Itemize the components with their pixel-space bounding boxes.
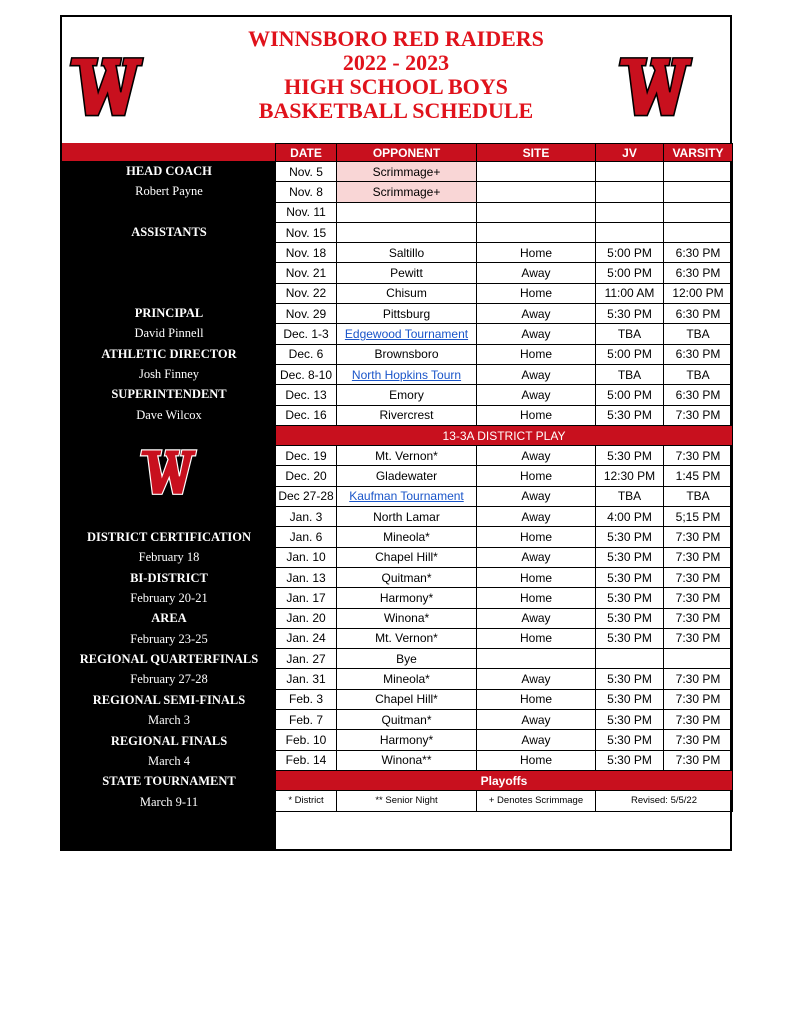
date-cell: Dec. 8-10 — [276, 364, 337, 384]
site-cell: Home — [477, 567, 596, 587]
opponent-cell: Chapel Hill* — [337, 547, 477, 567]
jv-time-cell: 12:30 PM — [596, 466, 664, 486]
playoffs-row — [276, 770, 733, 790]
opponent-cell: Pittsburg — [337, 304, 477, 324]
varsity-time-cell: 7:30 PM — [664, 628, 733, 648]
table-footer-section — [276, 770, 733, 811]
sidebar-label: ATHLETIC DIRECTOR — [101, 347, 237, 361]
jv-time-cell — [596, 202, 664, 222]
schedule-row — [276, 405, 733, 425]
varsity-time-cell: 6:30 PM — [664, 243, 733, 263]
schedule-row — [276, 507, 733, 527]
jv-time-cell: 5:30 PM — [596, 710, 664, 730]
opponent-cell: Pewitt — [337, 263, 477, 283]
site-cell: Home — [477, 588, 596, 608]
date-cell: Jan. 24 — [276, 628, 337, 648]
site-cell — [477, 222, 596, 242]
schedule-row — [276, 344, 733, 364]
opponent-cell: Saltillo — [337, 243, 477, 263]
opponent-cell: Quitman* — [337, 710, 477, 730]
column-header: VARSITY — [664, 144, 733, 162]
site-cell: Home — [477, 344, 596, 364]
site-cell: Away — [477, 547, 596, 567]
opponent-cell: Mineola* — [337, 527, 477, 547]
sidebar-value: March 4 — [148, 754, 190, 768]
varsity-time-cell: TBA — [664, 364, 733, 384]
schedule-row — [276, 182, 733, 202]
jv-time-cell — [596, 222, 664, 242]
revised-date: Revised: 5/5/22 — [596, 791, 733, 811]
schedule-row — [276, 283, 733, 303]
date-cell: Feb. 14 — [276, 750, 337, 770]
playoffs-label: Playoffs — [276, 770, 733, 790]
varsity-time-cell — [664, 649, 733, 669]
date-cell: Jan. 6 — [276, 527, 337, 547]
jv-time-cell: TBA — [596, 324, 664, 344]
varsity-time-cell: 6:30 PM — [664, 304, 733, 324]
date-cell: Jan. 3 — [276, 507, 337, 527]
title-line: 2022 - 2023 — [342, 50, 450, 75]
header-red-bar — [62, 143, 276, 161]
column-header: JV — [596, 144, 664, 162]
opponent-cell: Rivercrest — [337, 405, 477, 425]
sidebar-label: BI-DISTRICT — [130, 571, 208, 585]
opponent-cell: Mt. Vernon* — [337, 446, 477, 466]
varsity-time-cell: 7:30 PM — [664, 405, 733, 425]
schedule-row — [276, 730, 733, 750]
title-line: HIGH SCHOOL BOYS — [284, 74, 508, 99]
site-cell: Home — [477, 689, 596, 709]
sidebar-value: February 18 — [138, 550, 200, 564]
varsity-time-cell: 6:30 PM — [664, 385, 733, 405]
opponent-cell: Winona** — [337, 750, 477, 770]
sidebar-value: Robert Payne — [135, 184, 203, 198]
schedule-row — [276, 689, 733, 709]
sidebar-value: February 27-28 — [130, 672, 208, 686]
varsity-time-cell: 7:30 PM — [664, 710, 733, 730]
jv-time-cell: 5:30 PM — [596, 608, 664, 628]
sidebar-label: PRINCIPAL — [134, 306, 204, 320]
jv-time-cell: 5:30 PM — [596, 405, 664, 425]
schedule-row — [276, 486, 733, 506]
site-cell: Home — [477, 750, 596, 770]
opponent-cell: Mt. Vernon* — [337, 628, 477, 648]
tournament-link[interactable]: Kaufman Tournament — [349, 489, 464, 504]
district-banner: 13-3A DISTRICT PLAY — [276, 425, 733, 445]
site-cell — [477, 182, 596, 202]
sidebar-label: REGIONAL FINALS — [110, 734, 228, 748]
schedule-row — [276, 466, 733, 486]
sidebar-value: Dave Wilcox — [136, 408, 202, 422]
jv-time-cell: 5:30 PM — [596, 304, 664, 324]
table-header-row — [276, 144, 733, 162]
varsity-time-cell: 7:30 PM — [664, 689, 733, 709]
schedule-row — [276, 750, 733, 770]
varsity-time-cell: 1:45 PM — [664, 466, 733, 486]
opponent-cell: North Lamar — [337, 507, 477, 527]
sidebar-label: DISTRICT CERTIFICATION — [86, 530, 252, 544]
sidebar-value: March 3 — [148, 713, 190, 727]
jv-time-cell: 5:30 PM — [596, 730, 664, 750]
site-cell: Away — [477, 263, 596, 283]
schedule-row — [276, 527, 733, 547]
sidebar-value: Josh Finney — [138, 367, 200, 381]
sidebar-label: SUPERINTENDENT — [111, 387, 227, 401]
date-cell: Feb. 10 — [276, 730, 337, 750]
opponent-cell: Quitman* — [337, 567, 477, 587]
varsity-time-cell — [664, 162, 733, 182]
legend-scrimmage: + Denotes Scrimmage — [477, 791, 596, 811]
jv-time-cell: 5:30 PM — [596, 750, 664, 770]
pre-district-rows — [276, 162, 733, 426]
jv-time-cell: TBA — [596, 364, 664, 384]
varsity-time-cell: 7:30 PM — [664, 669, 733, 689]
schedule-row — [276, 588, 733, 608]
site-cell: Home — [477, 466, 596, 486]
district-rows — [276, 446, 733, 771]
opponent-cell — [337, 486, 477, 506]
varsity-time-cell: 7:30 PM — [664, 567, 733, 587]
title-line: BASKETBALL SCHEDULE — [258, 98, 534, 123]
site-cell: Away — [477, 608, 596, 628]
site-cell: Home — [477, 527, 596, 547]
tournament-link[interactable]: North Hopkins Tourn — [351, 367, 462, 382]
schedule-row — [276, 304, 733, 324]
jv-time-cell — [596, 162, 664, 182]
w-logo-icon — [616, 47, 694, 121]
site-cell: Away — [477, 446, 596, 466]
schedule-row — [276, 608, 733, 628]
sidebar-label: REGIONAL QUARTERFINALS — [79, 652, 259, 666]
date-cell: Dec. 1-3 — [276, 324, 337, 344]
date-cell: Feb. 7 — [276, 710, 337, 730]
jv-time-cell: 5:30 PM — [596, 547, 664, 567]
opponent-cell: Harmony* — [337, 588, 477, 608]
schedule-row — [276, 222, 733, 242]
date-cell: Nov. 8 — [276, 182, 337, 202]
w-logo-icon — [67, 47, 145, 121]
title-line: WINNSBORO RED RAIDERS — [248, 26, 544, 51]
opponent-cell — [337, 222, 477, 242]
sidebar-label: HEAD COACH — [126, 164, 212, 178]
jv-time-cell: 5:00 PM — [596, 263, 664, 283]
schedule-row — [276, 364, 733, 384]
legend-row — [276, 791, 733, 811]
date-cell: Nov. 29 — [276, 304, 337, 324]
date-cell: Jan. 31 — [276, 669, 337, 689]
opponent-cell: Chisum — [337, 283, 477, 303]
site-cell: Away — [477, 486, 596, 506]
date-cell: Nov. 21 — [276, 263, 337, 283]
varsity-time-cell: 6:30 PM — [664, 263, 733, 283]
date-cell: Jan. 20 — [276, 608, 337, 628]
site-cell: Away — [477, 730, 596, 750]
varsity-time-cell: TBA — [664, 486, 733, 506]
site-cell — [477, 202, 596, 222]
site-cell: Away — [477, 385, 596, 405]
date-cell: Dec. 19 — [276, 446, 337, 466]
jv-time-cell: 5:30 PM — [596, 628, 664, 648]
varsity-time-cell — [664, 182, 733, 202]
opponent-cell: Winona* — [337, 608, 477, 628]
schedule-row — [276, 243, 733, 263]
jv-time-cell: 5:30 PM — [596, 527, 664, 547]
schedule-row — [276, 669, 733, 689]
varsity-time-cell: 7:30 PM — [664, 730, 733, 750]
varsity-time-cell — [664, 222, 733, 242]
jv-time-cell: 5:30 PM — [596, 567, 664, 587]
district-banner-section — [276, 425, 733, 445]
varsity-time-cell: 7:30 PM — [664, 547, 733, 567]
schedule-row — [276, 263, 733, 283]
opponent-cell: Chapel Hill* — [337, 689, 477, 709]
schedule-sheet — [60, 15, 732, 851]
date-cell: Dec. 6 — [276, 344, 337, 364]
date-cell: Nov. 22 — [276, 283, 337, 303]
site-cell: Home — [477, 628, 596, 648]
column-header: OPPONENT — [337, 144, 477, 162]
site-cell: Home — [477, 243, 596, 263]
sidebar-label: REGIONAL SEMI-FINALS — [92, 693, 246, 707]
opponent-cell — [337, 364, 477, 384]
date-cell: Dec. 16 — [276, 405, 337, 425]
date-cell: Nov. 15 — [276, 222, 337, 242]
site-cell: Away — [477, 710, 596, 730]
staff-sidebar — [62, 161, 276, 851]
jv-time-cell: TBA — [596, 486, 664, 506]
varsity-time-cell: 7:30 PM — [664, 608, 733, 628]
jv-time-cell: 5:30 PM — [596, 588, 664, 608]
varsity-time-cell: 7:30 PM — [664, 750, 733, 770]
date-cell: Dec 27-28 — [276, 486, 337, 506]
jv-time-cell: 5:00 PM — [596, 344, 664, 364]
schedule-row — [276, 202, 733, 222]
jv-time-cell: 11:00 AM — [596, 283, 664, 303]
varsity-time-cell — [664, 202, 733, 222]
jv-time-cell: 5:30 PM — [596, 446, 664, 466]
site-cell: Away — [477, 507, 596, 527]
opponent-cell: Brownsboro — [337, 344, 477, 364]
schedule-table — [275, 143, 733, 812]
sidebar-value: February 23-25 — [130, 632, 208, 646]
site-cell: Away — [477, 324, 596, 344]
schedule-row — [276, 547, 733, 567]
sidebar-label: ASSISTANTS — [131, 225, 207, 239]
sidebar-value: March 9-11 — [139, 795, 199, 809]
site-cell: Home — [477, 283, 596, 303]
sidebar-label: AREA — [151, 611, 187, 625]
opponent-cell: Emory — [337, 385, 477, 405]
date-cell: Jan. 17 — [276, 588, 337, 608]
varsity-time-cell: TBA — [664, 324, 733, 344]
date-cell: Dec. 20 — [276, 466, 337, 486]
varsity-time-cell: 7:30 PM — [664, 527, 733, 547]
sidebar-value: David Pinnell — [134, 326, 204, 340]
column-header: DATE — [276, 144, 337, 162]
date-cell: Dec. 13 — [276, 385, 337, 405]
jv-time-cell: 5:30 PM — [596, 669, 664, 689]
varsity-time-cell: 7:30 PM — [664, 446, 733, 466]
w-logo-icon — [138, 441, 198, 499]
schedule-row — [276, 649, 733, 669]
legend-district: * District — [276, 791, 337, 811]
site-cell: Away — [477, 669, 596, 689]
site-cell — [477, 162, 596, 182]
schedule-row — [276, 710, 733, 730]
opponent-cell: Gladewater — [337, 466, 477, 486]
sidebar-value: February 20-21 — [130, 591, 208, 605]
date-cell: Jan. 27 — [276, 649, 337, 669]
date-cell: Feb. 3 — [276, 689, 337, 709]
jv-time-cell: 5:00 PM — [596, 385, 664, 405]
jv-time-cell: 5:00 PM — [596, 243, 664, 263]
opponent-cell: Mineola* — [337, 669, 477, 689]
site-cell — [477, 649, 596, 669]
site-cell: Away — [477, 364, 596, 384]
jv-time-cell: 4:00 PM — [596, 507, 664, 527]
schedule-row — [276, 324, 733, 344]
opponent-cell: Scrimmage+ — [337, 182, 477, 202]
opponent-cell: Bye — [337, 649, 477, 669]
column-header: SITE — [477, 144, 596, 162]
schedule-row — [276, 628, 733, 648]
tournament-link[interactable]: Edgewood Tournament — [344, 327, 469, 342]
date-cell: Jan. 10 — [276, 547, 337, 567]
opponent-cell: Harmony* — [337, 730, 477, 750]
opponent-cell — [337, 324, 477, 344]
date-cell: Nov. 18 — [276, 243, 337, 263]
varsity-time-cell: 6:30 PM — [664, 344, 733, 364]
varsity-time-cell: 12:00 PM — [664, 283, 733, 303]
opponent-cell: Scrimmage+ — [337, 162, 477, 182]
opponent-cell — [337, 202, 477, 222]
site-cell: Home — [477, 405, 596, 425]
jv-time-cell — [596, 182, 664, 202]
schedule-row — [276, 567, 733, 587]
district-banner-row — [276, 425, 733, 445]
jv-time-cell: 5:30 PM — [596, 689, 664, 709]
date-cell: Nov. 5 — [276, 162, 337, 182]
schedule-row — [276, 385, 733, 405]
jv-time-cell — [596, 649, 664, 669]
sidebar-label: STATE TOURNAMENT — [102, 774, 236, 788]
date-cell: Nov. 11 — [276, 202, 337, 222]
date-cell: Jan. 13 — [276, 567, 337, 587]
site-cell: Away — [477, 304, 596, 324]
varsity-time-cell: 5;15 PM — [664, 507, 733, 527]
legend-senior-night: ** Senior Night — [337, 791, 477, 811]
schedule-row — [276, 446, 733, 466]
schedule-row — [276, 162, 733, 182]
varsity-time-cell: 7:30 PM — [664, 588, 733, 608]
